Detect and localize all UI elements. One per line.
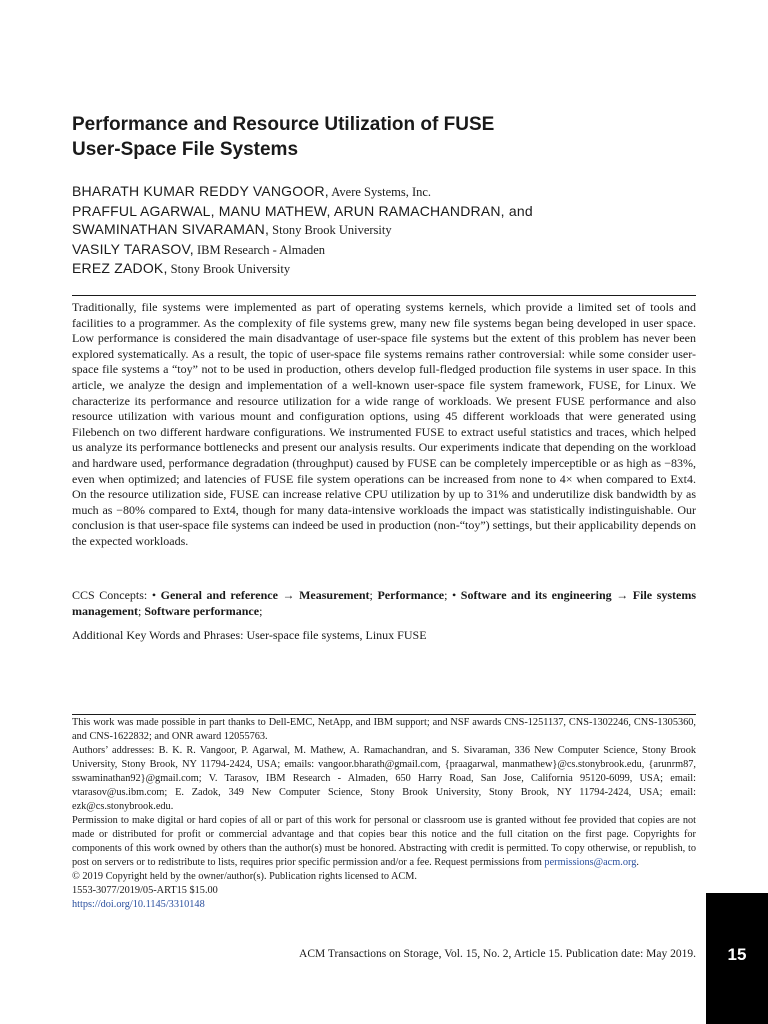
author-line-1: [72, 182, 702, 202]
footnote-divider: [72, 714, 696, 715]
permission-end: .: [636, 857, 639, 868]
permission-text: Permission to make digital or hard copies of all or part of this work for personal or classroom use is granted without fee provided that copies are not made or distributed for profit or commercial advantage and that copies bear this notice and the full citation on the first page. Copyrights for components of this work owned by others than the author(s) must be honored. Abstracting with credit is permitted. To copy otherwise, or republish, to post on servers or to redistribute to lists, requires prior specific permission and/or a fee. Request permissions from: [72, 815, 696, 868]
author-line-3: [72, 220, 702, 240]
ccs-term: Measurement: [299, 588, 370, 602]
author-affiliation: IBM Research - Almaden: [193, 242, 326, 257]
author-affiliation: Avere Systems, Inc.: [328, 185, 432, 199]
doi-link[interactable]: https://doi.org/10.1145/3310148: [72, 899, 205, 910]
ccs-arrow: →: [277, 588, 300, 602]
abstract-text: Traditionally, file systems were implemented as part of operating systems kernels, which provide a limited set of tools and facilities to a programmer. As the complexity of file systems grew, many new file systems began being developed in user space. Low performance is considered the main disadvantage of user-space file systems but the extent of this problem has never been explored systematically. As a result, the topic of user-space file systems remains rather controversial: while some consider user-space file systems a “toy” not to be used in production, others develop full-fledged production file systems in user space. In this article, we analyze the design and implementation of a well-known user-space file system framework, FUSE, for Linux. We characterize its performance and resource utilization for a wide range of workloads. We present FUSE performance and also resource utilization with various mount and configuration options, using 45 different workloads that were generated using Filebench on two different hardware configurations. We instrumented FUSE to extract useful statistics and traces, which helped us analyze its performance bottlenecks and present our analysis results. Our experiments indicate that depending on the workload and hardware used, performance degradation (throughput) caused by FUSE can be completely imperceptible or as high as −83%, even when optimized; and latencies of FUSE file system operations can be increased from none to 4× when compared to Ext4. On the resource utilization side, FUSE can increase relative CPU utilization by up to 31% and underutilize disk bandwidth by as much as −80% compared to Ext4, though for many data-intensive workloads the impact was statistically indistinguishable. Our conclusion is that user-space file systems can indeed be used in production (non-“toy”) settings, but their applicability depends on the expected workloads.: [72, 300, 696, 548]
keywords: Additional Key Words and Phrases: User-space file systems, Linux FUSE: [72, 628, 427, 642]
page-number-box: [706, 893, 768, 1024]
issn-note: 1553-3077/2019/05-ART15 $15.00: [72, 885, 218, 896]
author-line-2: [72, 202, 702, 221]
ccs-term: General and reference: [160, 588, 278, 602]
author-addresses: Authors’ addresses: B. K. R. Vangoor, P. Agarwal, M. Mathew, A. Ramachandran, and S. Sivaraman, 336 New Computer Science, Stony Brook University, Stony Brook, NY 11794-2424, USA; emails: vangoor.bharath@gmail.com, {praagarwal, manmathew}@cs.stonybrook.edu, {arunrm87, sswaminathan92}@gmail.com; V. Tarasov, IBM Research - Almaden, 650 Harry Road, San Jose, California 95120-6099, USA; email: vtarasov@us.ibm.com; E. Zadok, 349 New Computer Science, Stony Brook University, Stony Brook, NY 11794-2424, USA; email: ezk@cs.stonybrook.edu.: [72, 745, 696, 812]
page-number: 15: [727, 945, 747, 964]
author-names: PRAFFUL AGARWAL, MANU MATHEW, ARUN RAMACHANDRAN, and: [72, 202, 533, 219]
paper-title: [72, 112, 632, 162]
author-names: VASILY TARASOV,: [72, 240, 194, 257]
ccs-term: Software performance: [144, 603, 260, 618]
author-names: BHARATH KUMAR REDDY VANGOOR,: [72, 183, 329, 199]
permissions-email-link[interactable]: permissions@acm.org: [544, 857, 637, 868]
permission-note: [72, 814, 696, 870]
title-line-1: Performance and Resource Utilization of FUSE: [72, 114, 495, 135]
title-line-2: User-Space File Systems: [72, 139, 299, 160]
author-affiliation: Stony Brook University: [269, 223, 392, 238]
ccs-term: Performance: [377, 588, 445, 602]
ccs-prefix: CCS Concepts: •: [72, 588, 161, 602]
author-names: EREZ ZADOK,: [72, 260, 168, 277]
author-affiliation: Stony Brook University: [167, 262, 291, 277]
author-line-4: [72, 240, 702, 260]
ccs-separator: ;: [369, 588, 378, 602]
ccs-arrow: →: [611, 588, 633, 602]
footnotes: [72, 716, 696, 912]
author-names: SWAMINATHAN SIVARAMAN,: [72, 221, 270, 238]
funding-note: This work was made possible in part thanks to Dell-EMC, NetApp, and IBM support; and NSF awards CNS-1251137, CNS-1302246, CNS-1305360, and CNS-1622832; and ONR award 12055763.: [72, 717, 696, 742]
ccs-concepts: [72, 588, 696, 619]
ccs-separator: ;: [259, 603, 263, 618]
copyright-note: © 2019 Copyright held by the owner/author(s). Publication rights licensed to ACM.: [72, 871, 418, 882]
ccs-term: File systems management: [72, 588, 697, 618]
abstract-divider: [72, 295, 696, 296]
journal-citation: ACM Transactions on Storage, Vol. 15, No. 2, Article 15. Publication date: May 2019.: [299, 948, 696, 960]
author-line-5: [72, 259, 702, 279]
author-list: [72, 182, 702, 279]
ccs-term: Software and its engineering: [460, 588, 612, 602]
ccs-separator: ; •: [444, 588, 461, 602]
ccs-separator: ;: [138, 603, 145, 618]
